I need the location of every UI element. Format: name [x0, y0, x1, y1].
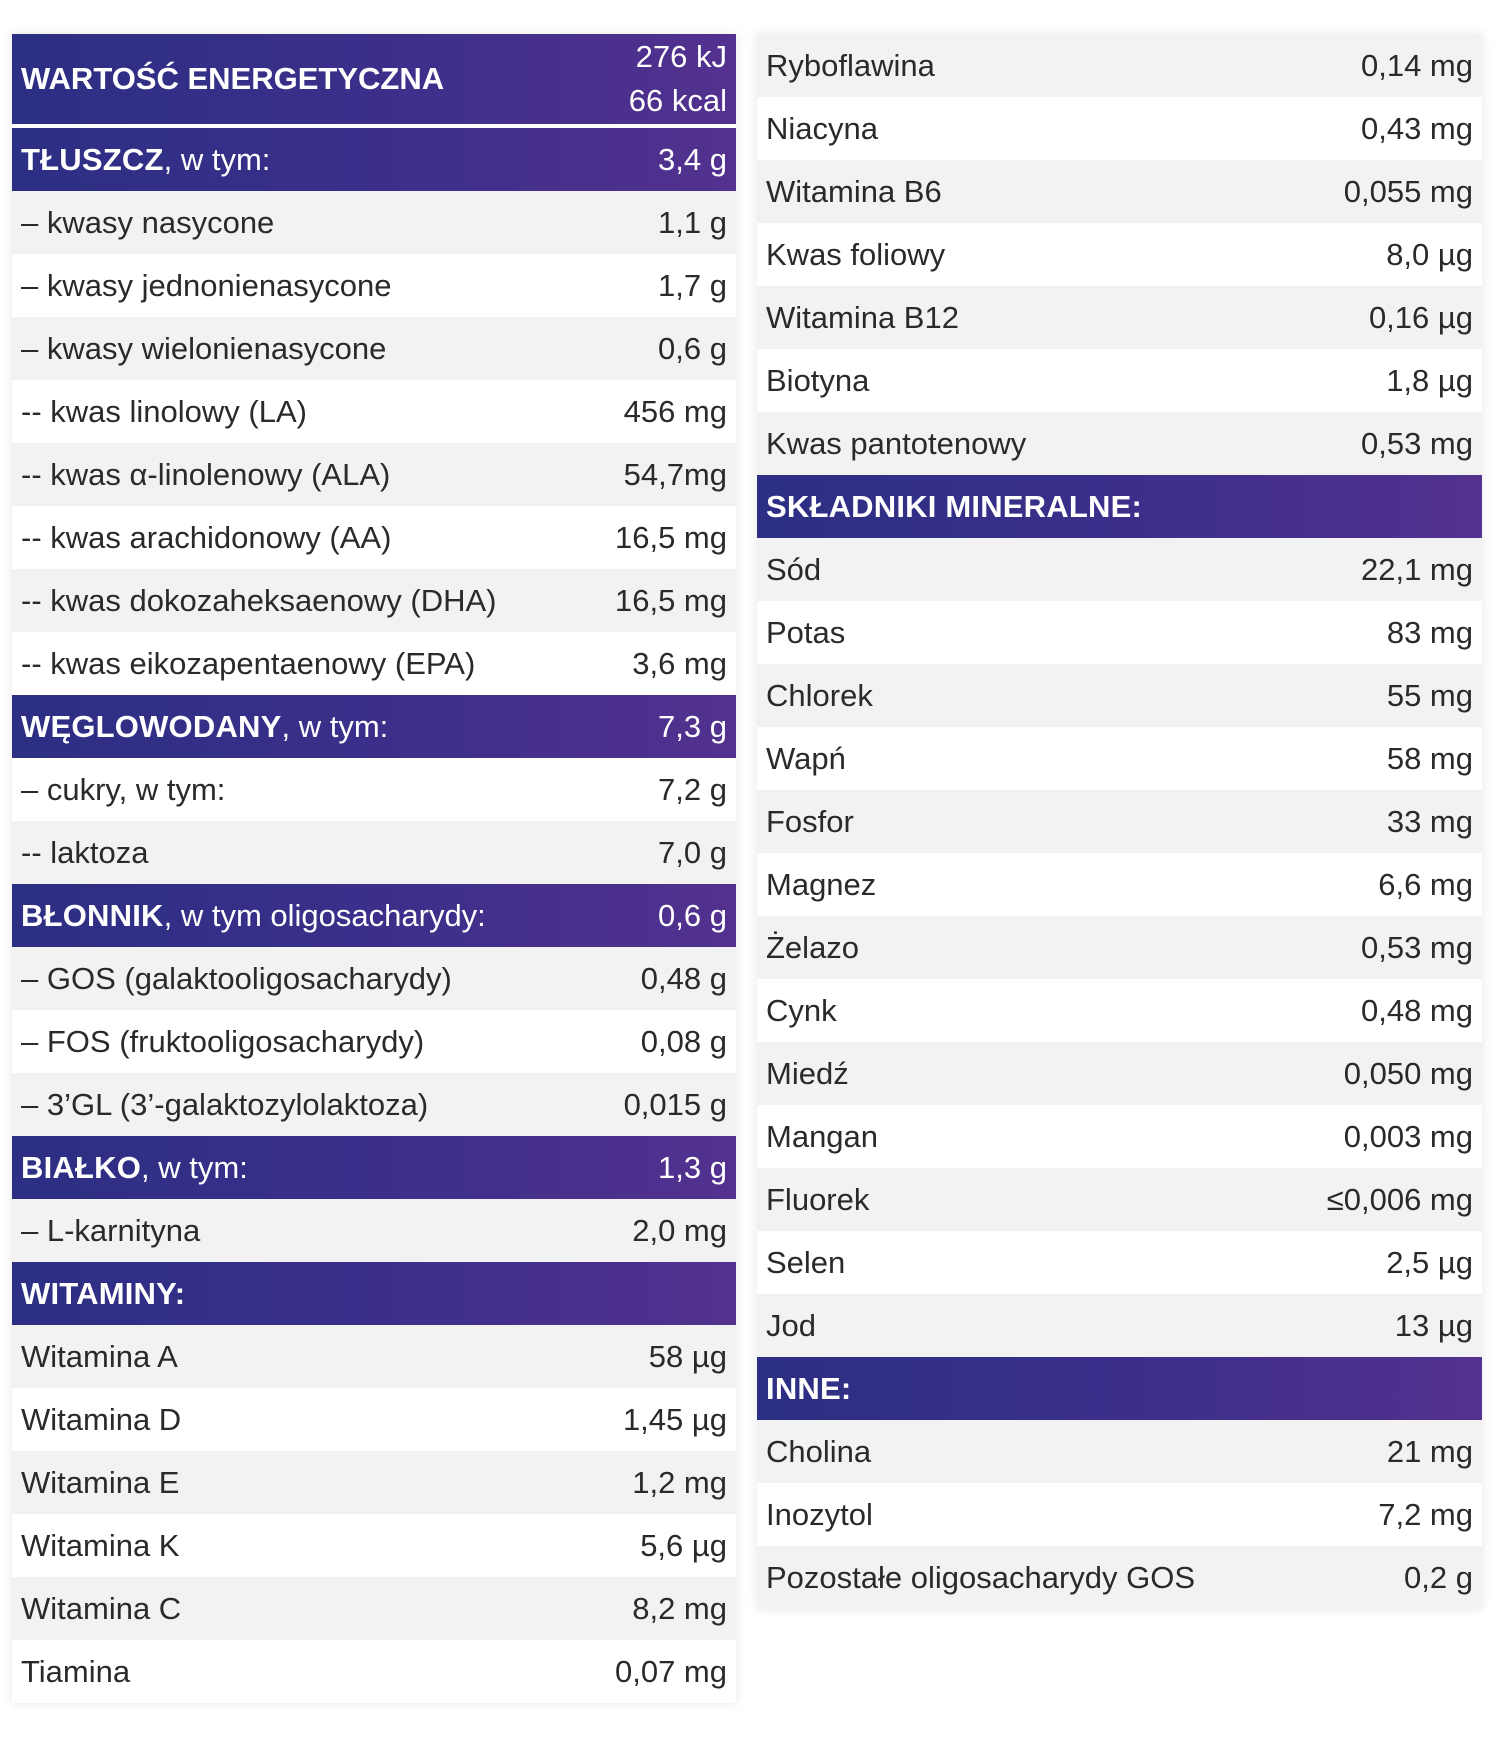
section-header-row	[12, 128, 736, 191]
section-title-suffix: , w tym:	[281, 708, 389, 744]
nutrient-name: Jod	[766, 1307, 816, 1343]
nutrient-name: Fosfor	[766, 803, 854, 839]
nutrient-value: 58 mg	[1386, 740, 1473, 776]
nutrient-value: 7,2 mg	[1378, 1496, 1473, 1532]
nutrient-value: 54,7mg	[623, 456, 727, 492]
section-title	[21, 898, 486, 934]
nutrient-value: 1,8 µg	[1386, 362, 1473, 398]
nutrient-value: 3,6 mg	[632, 645, 727, 681]
nutrient-value: 33 mg	[1386, 803, 1473, 839]
nutrient-name: -- kwas eikozapentaenowy (EPA)	[21, 645, 476, 681]
nutrient-name: Fluorek	[766, 1181, 870, 1217]
section-title	[21, 709, 388, 745]
nutrient-name: – kwasy nasycone	[21, 204, 275, 240]
nutrient-name: -- kwas dokozaheksaenowy (DHA)	[21, 582, 497, 618]
nutrient-name: Witamina D	[21, 1401, 182, 1437]
nutrient-name: Witamina K	[21, 1527, 180, 1563]
nutrient-value: 0,003 mg	[1343, 1118, 1473, 1154]
nutrient-name: Potas	[766, 614, 846, 650]
nutrient-value: 7,0 g	[658, 834, 727, 870]
nutrient-name: Biotyna	[766, 362, 870, 398]
nutrient-value: 0,2 g	[1404, 1559, 1473, 1595]
section-header-row	[12, 1136, 736, 1199]
nutrient-name: Wapń	[766, 740, 846, 776]
nutrient-name: Selen	[766, 1244, 846, 1280]
nutrient-name: Ryboflawina	[766, 47, 935, 83]
nutrient-row	[757, 1231, 1482, 1294]
nutrient-row	[12, 1325, 736, 1388]
nutrient-row	[757, 979, 1482, 1042]
nutrient-row	[757, 1483, 1482, 1546]
nutrient-row	[12, 632, 736, 695]
nutrient-name: – kwasy jednonienasycone	[21, 267, 392, 303]
nutrient-row	[757, 1420, 1482, 1483]
nutrient-name: Witamina C	[21, 1590, 182, 1626]
nutrient-name: – L-karnityna	[21, 1212, 201, 1248]
nutrient-value: 0,16 µg	[1368, 299, 1473, 335]
nutrient-row	[12, 569, 736, 632]
nutrient-value: 0,43 mg	[1360, 110, 1473, 146]
nutrient-value: 0,6 g	[658, 897, 727, 933]
section-title	[766, 489, 1142, 525]
nutrient-value: 0,055 mg	[1343, 173, 1473, 209]
nutrient-name: Witamina A	[21, 1338, 178, 1374]
nutrient-row	[757, 1042, 1482, 1105]
section-title	[766, 1371, 851, 1407]
nutrient-name: Inozytol	[766, 1496, 873, 1532]
nutrient-name: Witamina E	[21, 1464, 180, 1500]
nutrient-row	[12, 947, 736, 1010]
nutrient-value: 83 mg	[1386, 614, 1473, 650]
nutrient-name: Chlorek	[766, 677, 873, 713]
nutrient-value: 1,1 g	[658, 204, 727, 240]
nutrient-row	[757, 97, 1482, 160]
nutrient-value: 0,48 mg	[1360, 992, 1473, 1028]
nutrient-name: – FOS (fruktooligosacharydy)	[21, 1023, 425, 1059]
energy-values	[629, 35, 727, 123]
nutrient-value: 5,6 µg	[640, 1527, 727, 1563]
nutrient-name: Kwas foliowy	[766, 236, 946, 272]
nutrient-name: Cholina	[766, 1433, 872, 1469]
section-title-bold: INNE:	[766, 1370, 852, 1406]
section-title	[21, 1276, 185, 1312]
nutrient-value: 1,45 µg	[622, 1401, 727, 1437]
nutrient-value: 0,08 g	[640, 1023, 727, 1059]
section-title-bold: BŁONNIK	[21, 897, 164, 933]
nutrient-name: Miedź	[766, 1055, 849, 1091]
section-title-bold: BIAŁKO	[21, 1149, 142, 1185]
nutrient-value: 16,5 mg	[614, 519, 727, 555]
nutrient-row	[12, 443, 736, 506]
nutrient-value: 456 mg	[623, 393, 727, 429]
nutrient-value: 0,48 g	[640, 960, 727, 996]
nutrient-value: 0,07 mg	[614, 1653, 727, 1689]
nutrient-row	[12, 1451, 736, 1514]
nutrient-value: 2,5 µg	[1386, 1244, 1473, 1280]
energy-kj: 276 kJ	[635, 39, 727, 74]
nutrient-name: Sód	[766, 551, 822, 587]
nutrient-row	[757, 538, 1482, 601]
nutrient-name: Mangan	[766, 1118, 879, 1154]
nutrient-row	[757, 664, 1482, 727]
nutrient-row	[757, 601, 1482, 664]
nutrient-value: 8,2 mg	[632, 1590, 727, 1626]
nutrient-value: 2,0 mg	[632, 1212, 727, 1248]
nutrient-row	[757, 286, 1482, 349]
nutrient-row	[757, 160, 1482, 223]
nutrient-row	[12, 380, 736, 443]
nutrient-value: 55 mg	[1386, 677, 1473, 713]
nutrient-value: 0,015 g	[623, 1086, 727, 1122]
section-title-bold: WĘGLOWODANY	[21, 708, 282, 744]
energy-value-row	[12, 34, 736, 128]
left-rows	[12, 128, 736, 1703]
nutrient-row	[12, 821, 736, 884]
nutrient-row	[757, 1546, 1482, 1609]
section-title-suffix: , w tym:	[141, 1149, 248, 1185]
nutrient-value: 7,3 g	[658, 708, 727, 744]
section-title-suffix: , w tym oligosacharydy:	[163, 897, 486, 933]
nutrient-value: 58 µg	[648, 1338, 727, 1374]
section-title	[21, 1150, 248, 1186]
nutrient-row	[12, 758, 736, 821]
nutrient-name: -- kwas linolowy (LA)	[21, 393, 307, 429]
nutrient-name: Witamina B6	[766, 173, 942, 209]
section-title-bold: SKŁADNIKI MINERALNE:	[766, 488, 1142, 524]
nutrient-name: -- kwas α-linolenowy (ALA)	[21, 456, 391, 492]
nutrient-name: -- kwas arachidonowy (AA)	[21, 519, 392, 555]
nutrient-value: 1,3 g	[658, 1149, 727, 1185]
nutrient-value: 0,53 mg	[1360, 425, 1473, 461]
right-rows	[757, 34, 1482, 1609]
nutrient-row	[757, 349, 1482, 412]
nutrient-value: 7,2 g	[658, 771, 727, 807]
nutrient-row	[12, 191, 736, 254]
nutrient-value: 13 µg	[1394, 1307, 1473, 1343]
nutrient-name: Tiamina	[21, 1653, 131, 1689]
energy-label: WARTOŚĆ ENERGETYCZNA	[21, 61, 445, 96]
section-title-suffix: , w tym:	[163, 141, 271, 177]
nutrient-value: 16,5 mg	[614, 582, 727, 618]
nutrition-table-left	[12, 34, 736, 1703]
nutrient-row	[12, 1388, 736, 1451]
nutrient-name: – kwasy wielonienasycone	[21, 330, 387, 366]
nutrient-value: 0,050 mg	[1343, 1055, 1473, 1091]
nutrient-row	[757, 1168, 1482, 1231]
nutrient-row	[757, 1105, 1482, 1168]
nutrient-value: 8,0 µg	[1386, 236, 1473, 272]
nutrient-row	[757, 727, 1482, 790]
nutrient-name: – cukry, w tym:	[21, 771, 226, 807]
nutrient-name: Pozostałe oligosacharydy GOS	[766, 1559, 1196, 1595]
nutrient-row	[12, 317, 736, 380]
nutrient-name: – 3’GL (3’-galaktozylolaktoza)	[21, 1086, 429, 1122]
nutrient-name: Magnez	[766, 866, 877, 902]
nutrient-name: -- laktoza	[21, 834, 149, 870]
nutrient-value: 22,1 mg	[1360, 551, 1473, 587]
section-header-row	[757, 475, 1482, 538]
nutrient-row	[12, 1577, 736, 1640]
nutrient-value: 1,2 mg	[632, 1464, 727, 1500]
nutrient-value: 0,6 g	[658, 330, 727, 366]
section-header-row	[12, 884, 736, 947]
nutrient-name: Żelazo	[766, 929, 860, 965]
nutrient-row	[12, 1010, 736, 1073]
nutrient-row	[757, 223, 1482, 286]
nutrient-row	[12, 506, 736, 569]
nutrient-row	[12, 1199, 736, 1262]
nutrient-row	[757, 34, 1482, 97]
section-title	[21, 142, 270, 178]
section-title-bold: TŁUSZCZ	[21, 141, 164, 177]
nutrient-value: 0,53 mg	[1360, 929, 1473, 965]
nutrient-row	[12, 1514, 736, 1577]
nutrient-name: Witamina B12	[766, 299, 959, 335]
nutrient-row	[757, 790, 1482, 853]
nutrient-value: 0,14 mg	[1360, 47, 1473, 83]
nutrient-name: – GOS (galaktooligosacharydy)	[21, 960, 452, 996]
section-header-row	[757, 1357, 1482, 1420]
nutrient-name: Niacyna	[766, 110, 878, 146]
nutrient-row	[757, 916, 1482, 979]
nutrient-value: ≤0,006 mg	[1326, 1181, 1473, 1217]
nutrient-value: 6,6 mg	[1378, 866, 1473, 902]
nutrient-value: 21 mg	[1386, 1433, 1473, 1469]
nutrient-row	[757, 1294, 1482, 1357]
energy-kcal: 66 kcal	[628, 83, 727, 118]
nutrient-row	[757, 412, 1482, 475]
nutrient-row	[12, 254, 736, 317]
nutrient-row	[12, 1640, 736, 1703]
nutrient-row	[757, 853, 1482, 916]
section-title-bold: WITAMINY:	[21, 1275, 186, 1311]
nutrient-name: Cynk	[766, 992, 837, 1028]
nutrient-value: 3,4 g	[658, 141, 727, 177]
nutrient-row	[12, 1073, 736, 1136]
nutrient-name: Kwas pantotenowy	[766, 425, 1027, 461]
section-header-row	[12, 695, 736, 758]
section-header-row	[12, 1262, 736, 1325]
nutrient-value: 1,7 g	[658, 267, 727, 303]
nutrition-table-right	[757, 34, 1482, 1609]
